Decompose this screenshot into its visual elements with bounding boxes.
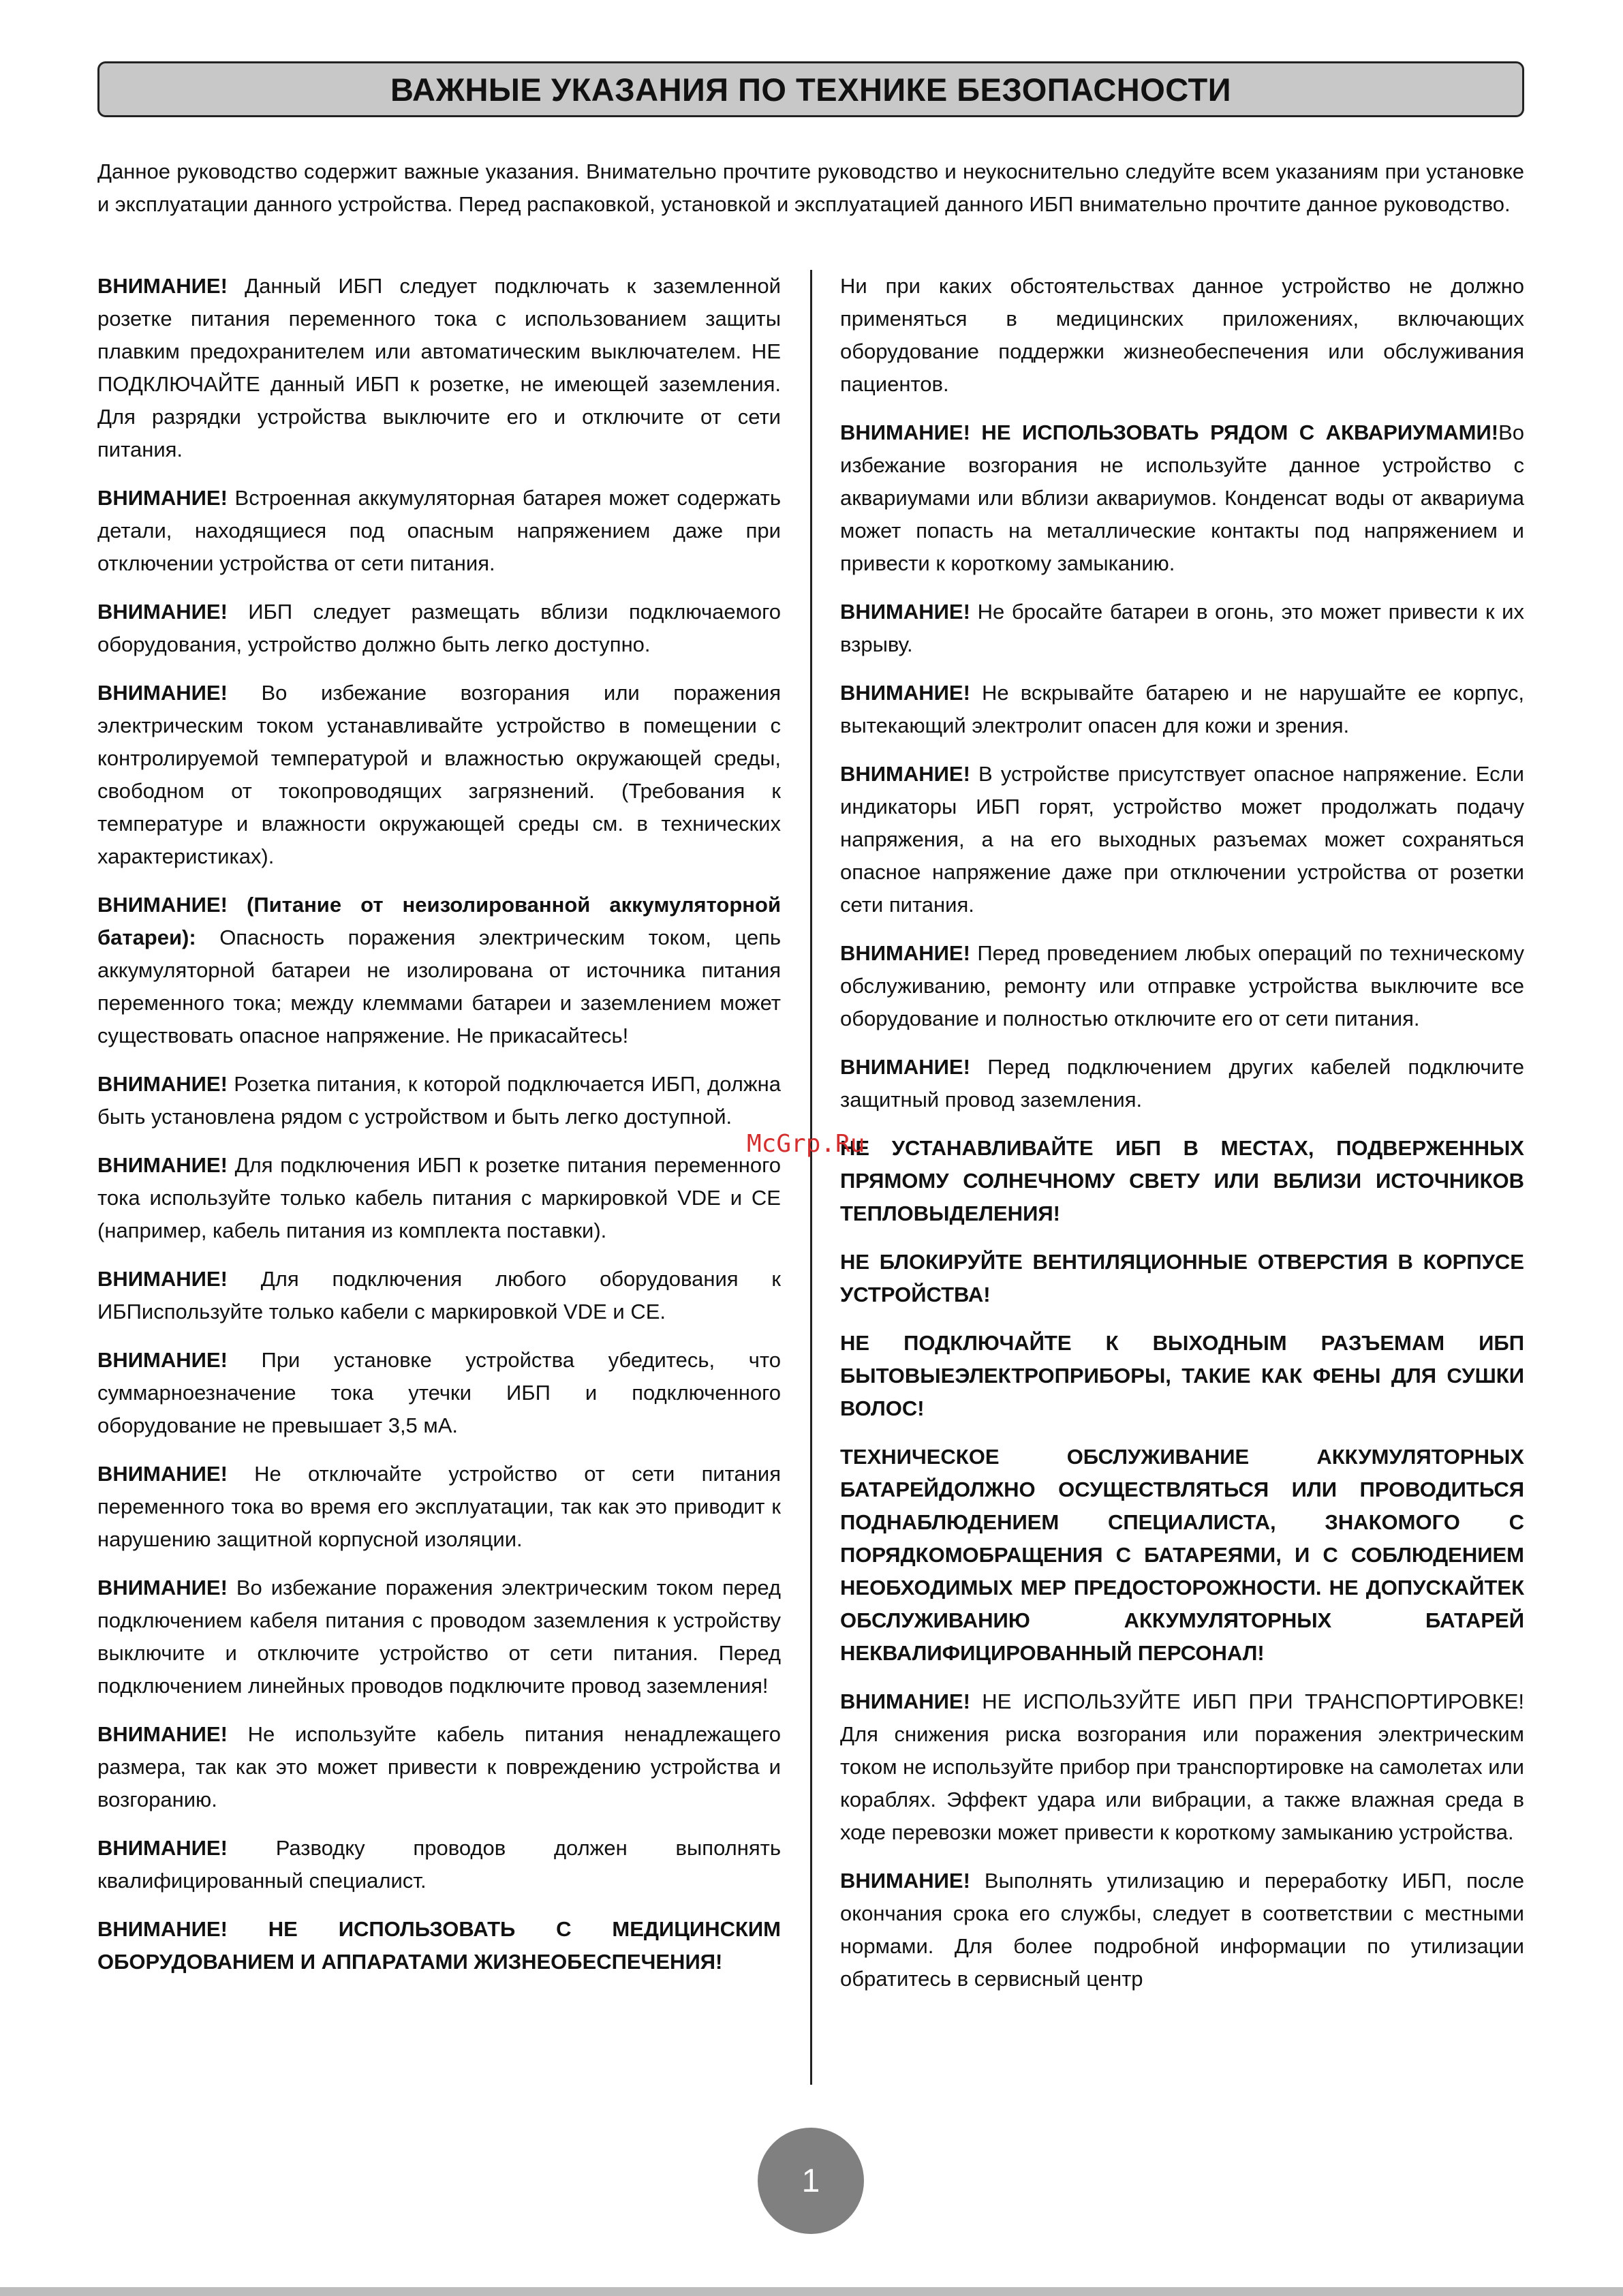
warning-text: Не используйте кабель питания ненадлежащего размера, так как это может привести к повреждению устройства и возгоранию.: [97, 1722, 781, 1811]
warning-paragraph: [840, 1246, 1524, 1311]
warning-paragraph: [840, 416, 1524, 580]
warning-text: Не бросайте батареи в огонь, это может привести к их взрыву.: [840, 600, 1524, 656]
warning-paragraph: [840, 1327, 1524, 1425]
warning-text: Во избежание возгорания или поражения электрическим током устанавливайте устройство в помещении с контролируемой температурой и влажностью окружающей среды, свободном от токопроводящих загрязнений. (Требования к температуре и влажности окружающей среды см. в технических характеристиках).: [97, 681, 781, 868]
left-column: [97, 270, 781, 1994]
warning-paragraph: [840, 270, 1524, 401]
warning-paragraph: [97, 1718, 781, 1816]
warning-label: ВНИМАНИЕ!: [840, 941, 970, 965]
page-number: 1: [758, 2128, 864, 2234]
watermark: McGrp.Ru: [747, 1130, 865, 1158]
warning-text: Разводку проводов должен выполнять квалифицированный специалист.: [97, 1836, 781, 1893]
warning-paragraph: [840, 677, 1524, 742]
warning-paragraph: [840, 937, 1524, 1035]
warning-label: НЕ УСТАНАВЛИВАЙТЕ ИБП В МЕСТАХ, ПОДВЕРЖЕННЫХ ПРЯМОМУ СОЛНЕЧНОМУ СВЕТУ ИЛИ ВБЛИЗИ ИСТОЧНИКОВ ТЕПЛОВЫДЕЛЕНИЯ!: [840, 1136, 1524, 1225]
warning-paragraph: [97, 482, 781, 580]
title-box: [97, 61, 1524, 117]
warning-text: Не вскрывайте батарею и не нарушайте ее корпус, вытекающий электролит опасен для кожи и зрения.: [840, 681, 1524, 737]
warning-label: НЕ БЛОКИРУЙТЕ ВЕНТИЛЯЦИОННЫЕ ОТВЕРСТИЯ В КОРПУСЕ УСТРОЙСТВА!: [840, 1250, 1524, 1306]
warning-label: ВНИМАНИЕ!: [840, 1055, 970, 1079]
warning-label: ВНИМАНИЕ!: [97, 274, 228, 298]
warning-paragraph: [840, 1441, 1524, 1670]
warning-text: НЕ ИСПОЛЬЗУЙТЕ ИБП ПРИ ТРАНСПОРТИРОВКЕ! Для снижения риска возгорания или поражения электрическим током не используйте прибор при транспортировке на самолетах или кораблях. Эффект удара или вибрации, а также влажная среда в ходе перевозки может привести к короткому замыканию устройства.: [840, 1689, 1525, 1844]
warning-label: ВНИМАНИЕ!: [840, 600, 970, 624]
warning-paragraph: [97, 677, 781, 873]
warning-paragraph: [97, 1068, 781, 1133]
warning-text: ИБП следует размещать вблизи подключаемого оборудования, устройство должно быть легко доступно.: [97, 600, 781, 656]
warning-text: Перед подключением других кабелей подключите защитный провод заземления.: [840, 1055, 1524, 1112]
warning-label: ВНИМАНИЕ!: [97, 1153, 228, 1177]
warning-label: ВНИМАНИЕ!: [840, 681, 970, 705]
warning-label: ВНИМАНИЕ!: [97, 486, 228, 510]
warning-paragraph: [97, 270, 781, 466]
warning-text: Перед проведением любых операций по техническому обслуживанию, ремонту или отправке устройства выключите все оборудование и полностью отключите его от сети питания.: [840, 941, 1524, 1030]
warning-label: ВНИМАНИЕ!: [97, 1072, 228, 1096]
warning-label: ВНИМАНИЕ! НЕ ИСПОЛЬЗОВАТЬ РЯДОМ С АКВАРИУМАМИ!: [840, 420, 1499, 444]
page-title: ВАЖНЫЕ УКАЗАНИЯ ПО ТЕХНИКЕ БЕЗОПАСНОСТИ: [390, 71, 1232, 108]
warning-paragraph: [97, 1572, 781, 1702]
warning-text: Не отключайте устройство от сети питания переменного тока во время его эксплуатации, так как это приводит к нарушению защитной корпусной изоляции.: [97, 1462, 781, 1551]
warning-label: ВНИМАНИЕ!: [97, 1267, 228, 1291]
warning-paragraph: [97, 889, 781, 1052]
warning-paragraph: [97, 1344, 781, 1442]
warning-text: Розетка питания, к которой подключается ИБП, должна быть установлена рядом с устройством и быть легко доступной.: [97, 1072, 781, 1129]
warning-label: НЕ ПОДКЛЮЧАЙТЕ К ВЫХОДНЫМ РАЗЪЕМАМ ИБП БЫТОВЫЕЭЛЕКТРОПРИБОРЫ, ТАКИЕ КАК ФЕНЫ ДЛЯ СУШКИ ВОЛОС!: [840, 1331, 1524, 1420]
warning-label: ВНИМАНИЕ! НЕ ИСПОЛЬЗОВАТЬ С МЕДИЦИНСКИМ ОБОРУДОВАНИЕМ И АППАРАТАМИ ЖИЗНЕОБЕСПЕЧЕНИЯ!: [97, 1917, 781, 1974]
warning-paragraph: [840, 1685, 1524, 1849]
warning-paragraph: [840, 1865, 1524, 1995]
warning-paragraph: [97, 596, 781, 661]
intro-paragraph: Данное руководство содержит важные указания. Внимательно прочтите руководство и неукоснительно следуйте всем указаниям при установке и эксплуатации данного устройства. Перед распаковкой, установкой и эксплуатацией данного ИБП внимательно прочтите данное руководство.: [97, 159, 1524, 216]
warning-paragraph: [840, 758, 1524, 921]
warning-text: Ни при каких обстоятельствах данное устройство не должно применяться в медицинских приложениях, включающих оборудование поддержки жизнеобеспечения или обслуживания пациентов.: [840, 274, 1524, 396]
warning-paragraph: [97, 1149, 781, 1247]
warning-text: При установке устройства убедитесь, что суммарноезначение тока утечки ИБП и подключенного оборудование не превышает 3,5 мА.: [97, 1348, 781, 1437]
warning-label: ВНИМАНИЕ!: [97, 1462, 228, 1486]
warning-label: ВНИМАНИЕ!: [97, 1836, 228, 1860]
warning-paragraph: [840, 596, 1524, 661]
warning-text: Данный ИБП следует подключать к заземленной розетке питания переменного тока с использованием защиты плавким предохранителем или автоматическим выключателем. НЕ ПОДКЛЮЧАЙТЕ данный ИБП к розетке, не имеющей заземления. Для разрядки устройства выключите его и отключите от сети питания.: [97, 274, 781, 461]
warning-text: Опасность поражения электрическим током, цепь аккумуляторной батареи не изолирована от источника питания переменного тока; между клеммами батареи и заземлением может существовать опасное напряжение. Не прикасайтесь!: [97, 925, 781, 1047]
footer-bar: [0, 2287, 1623, 2296]
warning-text: Выполнять утилизацию и переработку ИБП, после окончания срока его службы, следует в соответствии с местными нормами. Для более подробной информации по утилизации обратитесь в сервисный центр: [840, 1869, 1524, 1991]
warning-paragraph: [97, 1832, 781, 1897]
warning-label: ВНИМАНИЕ!: [97, 600, 228, 624]
warning-label: ВНИМАНИЕ!: [97, 1576, 228, 1599]
warning-text: В устройстве присутствует опасное напряжение. Если индикаторы ИБП горят, устройство может продолжать подачу напряжения, а на его выходных разъемах может сохраняться опасное напряжение даже при отключении устройства от розетки сети питания.: [840, 762, 1524, 917]
warning-label: ТЕХНИЧЕСКОЕ ОБСЛУЖИВАНИЕ АККУМУЛЯТОРНЫХ БАТАРЕЙДОЛЖНО ОСУЩЕСТВЛЯТЬСЯ ИЛИ ПРОВОДИТЬСЯ ПОДНАБЛЮДЕНИЕМ СПЕЦИАЛИСТА, ЗНАКОМОГО С ПОРЯДКОМОБРАЩЕНИЯ С БАТАРЕЯМИ, И С СОБЛЮДЕНИЕМ НЕОБХОДИМЫХ МЕР ПРЕДОСТОРОЖНОСТИ. НЕ ДОПУСКАЙТЕК ОБСЛУЖИВАНИЮ АККУМУЛЯТОРНЫХ БАТАРЕЙ НЕКВАЛИФИЦИРОВАННЫЙ ПЕРСОНАЛ!: [840, 1445, 1524, 1665]
warning-label: ВНИМАНИЕ!: [840, 762, 970, 786]
warning-paragraph: [840, 1051, 1524, 1116]
warning-paragraph: [97, 1458, 781, 1556]
warning-label: ВНИМАНИЕ!: [97, 1348, 228, 1372]
warning-paragraph: [97, 1913, 781, 1978]
right-column: [840, 270, 1524, 2011]
warning-label: ВНИМАНИЕ!: [97, 1722, 228, 1746]
warning-text: Встроенная аккумуляторная батарея может содержать детали, находящиеся под опасным напряжением даже при отключении устройства от сети питания.: [97, 486, 781, 575]
warning-text: Во избежание возгорания не используйте данное устройство с аквариумами или вблизи аквариумов. Конденсат воды от аквариума может попасть на металлические контакты под напряжением и привести к короткому замыканию.: [840, 420, 1524, 575]
warning-label: ВНИМАНИЕ!: [97, 681, 228, 705]
warning-label: ВНИМАНИЕ! (Питание от неизолированной аккумуляторной батареи):: [97, 893, 781, 949]
warning-label: ВНИМАНИЕ!: [840, 1869, 970, 1893]
warning-paragraph: [97, 1263, 781, 1328]
warning-text: Для подключения любого оборудования к ИБПиспользуйте только кабели с маркировкой VDE и CE.: [97, 1267, 781, 1323]
warning-text: Во избежание поражения электрическим током перед подключением кабеля питания с проводом заземления к устройству выключите и отключите устройство от сети питания. Перед подключением линейных проводов подключите провод заземления!: [97, 1576, 781, 1698]
warning-label: ВНИМАНИЕ!: [840, 1689, 970, 1713]
warning-text: Для подключения ИБП к розетке питания переменного тока используйте только кабель питания с маркировкой VDE и CE (например, кабель питания из комплекта поставки).: [97, 1153, 781, 1242]
column-divider: [810, 270, 812, 2085]
warning-paragraph: [840, 1132, 1524, 1230]
